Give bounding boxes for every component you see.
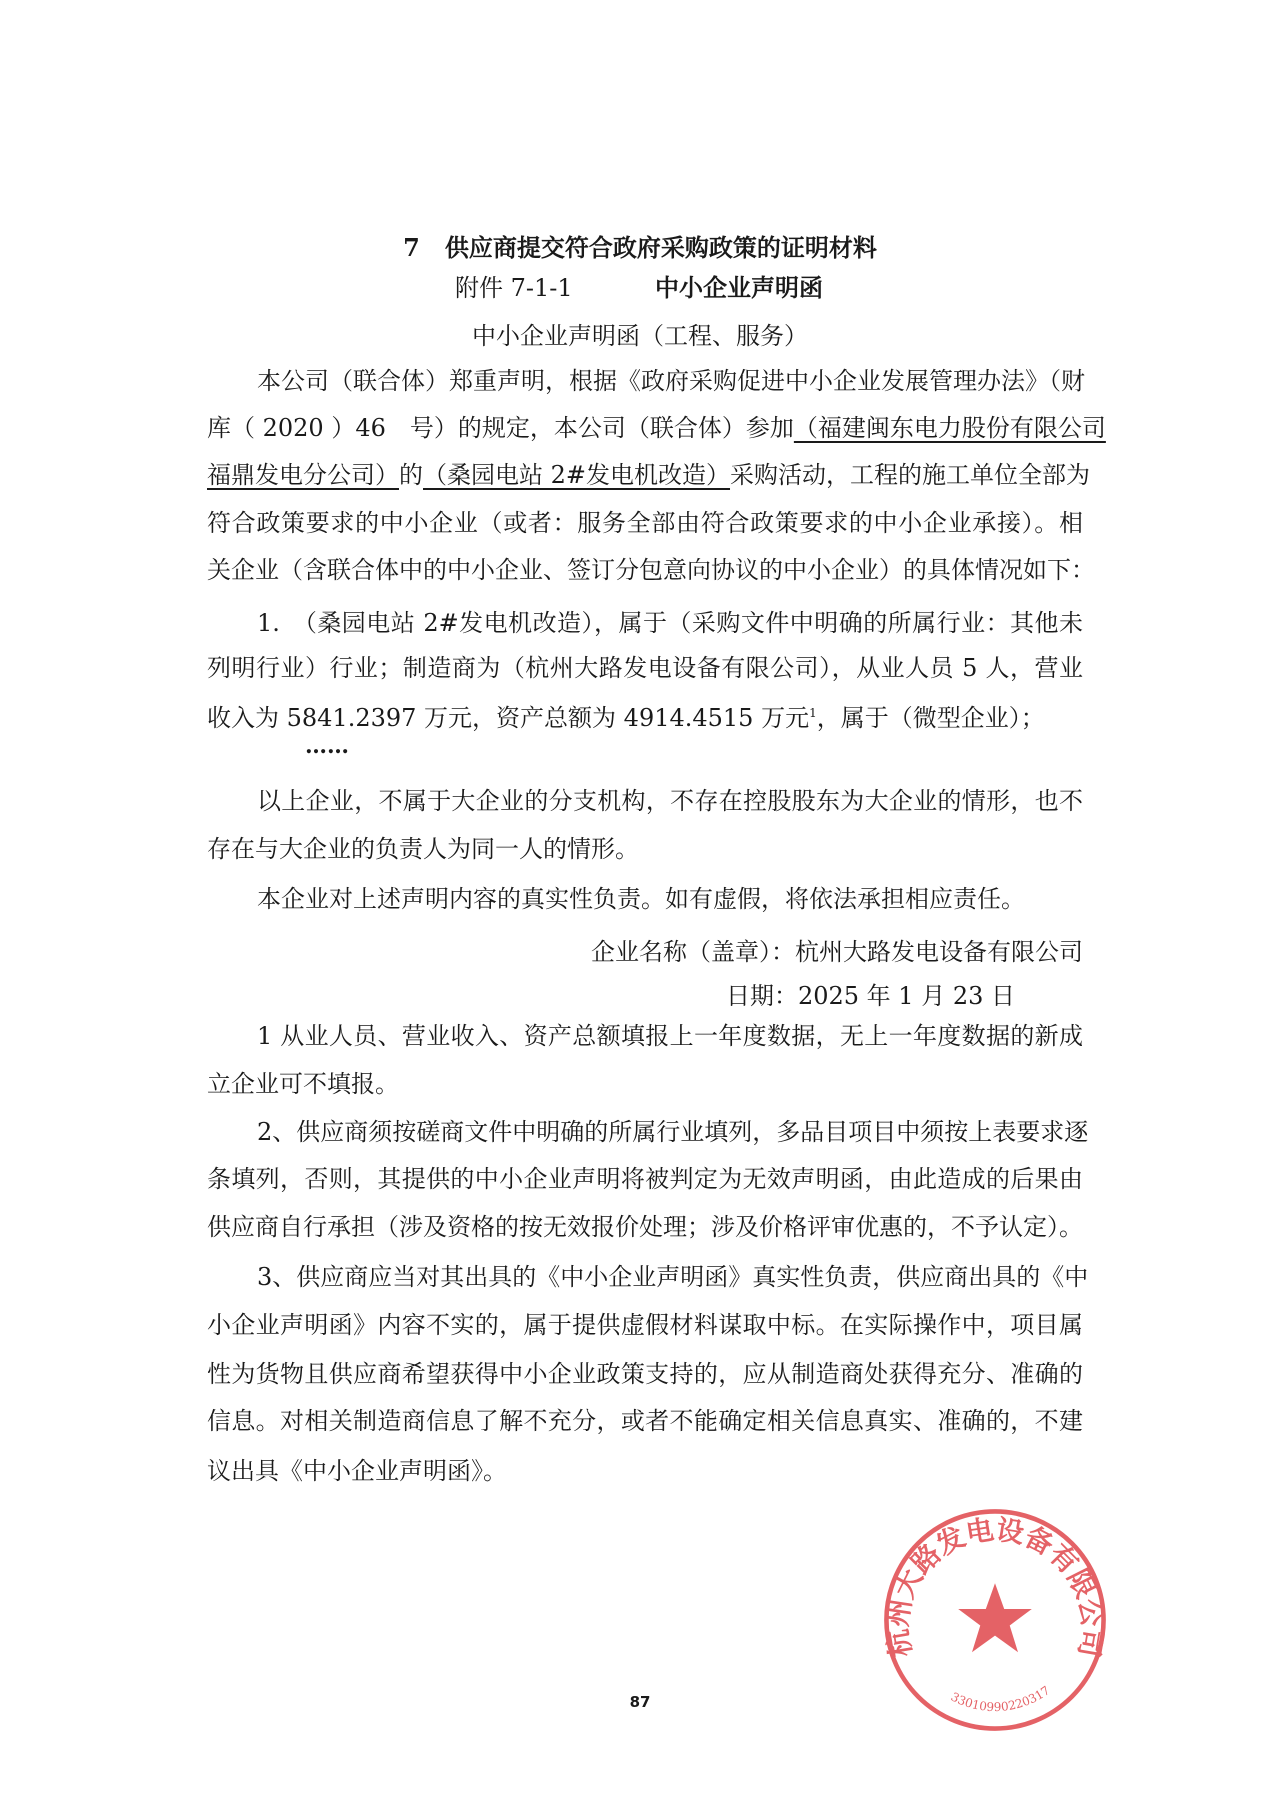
- note2-line: 2、供应商须按磋商文件中明确的所属行业填列，多品目项目中须按上表要求逐: [257, 1118, 1089, 1146]
- section-title: 供应商提交符合政府采购政策的证明材料: [444, 233, 877, 262]
- note3-line: 信息。对相关制造商信息了解不充分，或者不能确定相关信息真实、准确的，不建: [207, 1407, 1083, 1435]
- item1-line: 1. （桑园电站 2#发电机改造），属于（采购文件中明确的所属行业：其他未: [257, 609, 1083, 637]
- star-icon: [958, 1583, 1032, 1652]
- attachment-title: 中小企业声明函: [655, 273, 823, 302]
- project-name: （桑园电站 2#发电机改造）: [423, 461, 731, 489]
- item1-line: 列明行业）行业；制造商为（杭州大路发电设备有限公司），从业人员 5 人，营业: [207, 654, 1083, 682]
- seal-code: 33010990220317: [948, 1683, 1053, 1715]
- note1-line: 1 从业人员、营业收入、资产总额填报上一年度数据，无上一年度数据的新成: [257, 1022, 1083, 1050]
- company-signature: 企业名称（盖章）：杭州大路发电设备有限公司: [591, 938, 1083, 966]
- attachment-label: 附件 7-1-1: [455, 274, 573, 302]
- para1-line: 库（ 2020 ）46 号）的规定，本公司（联合体）参加（福建闽东电力股份有限公司: [207, 414, 1106, 442]
- note3-line: 3、供应商应当对其出具的《中小企业声明函》真实性负责，供应商出具的《中: [257, 1263, 1089, 1291]
- para3: 本企业对上述声明内容的真实性负责。如有虚假，将依法承担相应责任。: [257, 885, 1025, 913]
- seal-text: 杭州大路发电设备有限公司: [880, 1512, 1110, 1660]
- signature-date: 日期：2025 年 1 月 23 日: [725, 982, 1015, 1010]
- ellipsis: ……: [305, 733, 349, 759]
- item1-line: 收入为 5841.2397 万元，资产总额为 4914.4515 万元$^1$，属于（微型企业）；: [207, 704, 1045, 732]
- para2-line: 以上企业，不属于大企业的分支机构，不存在控股股东为大企业的情形，也不: [257, 787, 1083, 815]
- note3-line: 小企业声明函》内容不实的，属于提供虚假材料谋取中标。在实际操作中，项目属: [207, 1311, 1083, 1339]
- para1-line: 福鼎发电分公司）的（桑园电站 2#发电机改造）采购活动，工程的施工单位全部为: [207, 461, 1091, 489]
- purchaser-branch: 福鼎发电分公司）: [207, 461, 399, 489]
- para1-line: 本公司（联合体）郑重声明，根据《政府采购促进中小企业发展管理办法》（财: [257, 367, 1085, 395]
- section-number: 7: [403, 233, 420, 262]
- document-subtitle: 中小企业声明函（工程、服务）: [472, 322, 808, 350]
- note3-line: 性为货物且供应商希望获得中小企业政策支持的，应从制造商处获得充分、准确的: [207, 1360, 1083, 1388]
- para2-line: 存在与大企业的负责人为同一人的情形。: [207, 835, 639, 863]
- para1-line: 关企业（含联合体中的中小企业、签订分包意向协议的中小企业）的具体情况如下：: [207, 556, 1095, 584]
- page-number: 87: [629, 1693, 651, 1711]
- note2-line: 供应商自行承担（涉及资格的按无效报价处理；涉及价格评审优惠的，不予认定）。: [207, 1213, 1083, 1241]
- note3-line: 议出具《中小企业声明函》。: [207, 1457, 507, 1485]
- para1-line: 符合政策要求的中小企业（或者：服务全部由符合政策要求的中小企业承接）。相: [207, 509, 1083, 537]
- note2-line: 条填列，否则，其提供的中小企业声明将被判定为无效声明函，由此造成的后果由: [207, 1165, 1083, 1193]
- footnote-ref: 1: [809, 706, 817, 720]
- note1-line: 立企业可不填报。: [207, 1070, 399, 1098]
- section-heading: [0, 228, 1280, 263]
- purchaser-name: （福建闽东电力股份有限公司: [793, 414, 1106, 442]
